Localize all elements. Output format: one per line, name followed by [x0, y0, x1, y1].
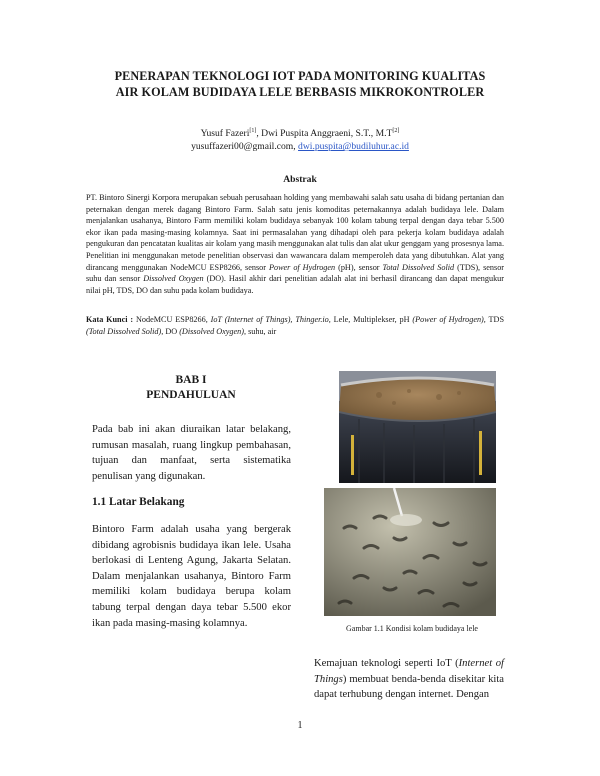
- pond-photo-top: [339, 371, 496, 483]
- abstract-heading: Abstrak: [283, 174, 317, 185]
- chapter-heading: [86, 373, 296, 403]
- author-names: Yusuf Fazeri[1], Dwi Puspita Anggraeni, S.T., M.T[2]: [200, 128, 400, 140]
- right-column-text: Kemajuan teknologi seperti IoT (Internet of Things) membuat benda-benda disekitar kita dapat terhubung dengan internet. Dengan: [314, 658, 504, 701]
- page-number: 1: [297, 720, 303, 731]
- author-block: [0, 125, 600, 153]
- figure-caption: Gambar 1.1 Kondisi kolam budidaya lele: [346, 624, 478, 633]
- author-emails: yusuffazeri00@gmail.com, dwi.puspita@budiluhur.ac.id: [191, 141, 409, 153]
- keywords: Kata Kunci : NodeMCU ESP8266, IoT (Internet of Things), Thinger.io, Lele, Multiplekser, pH (Power of Hydrogen), TDS (Total Dissolved Solid), DO (Dissolved Oxygen), suhu, air: [86, 315, 505, 336]
- section-heading: 1.1 Latar Belakang: [92, 496, 185, 508]
- chapter-number: BAB I: [175, 374, 207, 386]
- paper-title: [0, 68, 600, 100]
- section-text: Bintoro Farm adalah usaha yang bergerak dibidang agrobisnis budidaya ikan lele. Usaha berlokasi di Lenteng Agung, Jakarta Selatan. Dalam menjalankan usahanya, Bintoro Farm memiliki kolam budidaya berupa kolam tabung terpal dengan daya tebar 5.500 ekor ikan pada masing-masing kolamnya.: [92, 524, 291, 629]
- email-link[interactable]: dwi.puspita@budiluhur.ac.id: [298, 141, 409, 153]
- chapter-intro: Pada bab ini akan diuraikan latar belakang, rumusan masalah, ruang lingkup pembahasan, tujuan dan manfaat, serta sistematika penulisan yang digunakan.: [92, 424, 291, 482]
- abstract-text: PT. Bintoro Sinergi Korpora merupakan sebuah perusahaan holding yang membawahi salah satu usaha di bidang pertanian dan peternakan dengan merek dagang Bintoro Farm. Salah satu jenis komoditas peternakannya adalah budidaya lele. Dalam menjalankan usahanya, Bintoro Farm memiliki kolam budidaya sebanyak 100 kolam tabung terpal dengan daya tebar 5.500 ekor ikan pada masing-masing kolamnya. Saat ini permasalahan yang dihadapi oleh para pekerja kolam budidaya adalah pengukuran dan pencatatan kualitas air kolam yang masih menggunakan alat tulis dan alat ukur genggam yang prosesnya lama. Penelitian ini menggunakan metode penelitian observasi dan wawancara dalam memperoleh data yang dibutuhkan. Alat yang dirancang menggunakan NodeMCU ESP8266, sensor Power of Hydrogen (pH), sensor Total Dissolved Solid (TDS), sensor suhu dan sensor Dissolved Oxygen (DO). Hasil akhir dari penelitian adalah alat ini berhasil dirancang dan dapat mengukur nilai pH, TDS, DO dan suhu pada kolam budidaya.: [86, 193, 505, 295]
- chapter-title: PENDAHULUAN: [146, 389, 236, 401]
- pond-photo-bottom: [324, 488, 496, 616]
- title-line-1: PENERAPAN TEKNOLOGI IOT PADA MONITORING KUALITAS: [114, 69, 486, 83]
- title-line-2: AIR KOLAM BUDIDAYA LELE BERBASIS MIKROKONTROLER: [115, 85, 485, 99]
